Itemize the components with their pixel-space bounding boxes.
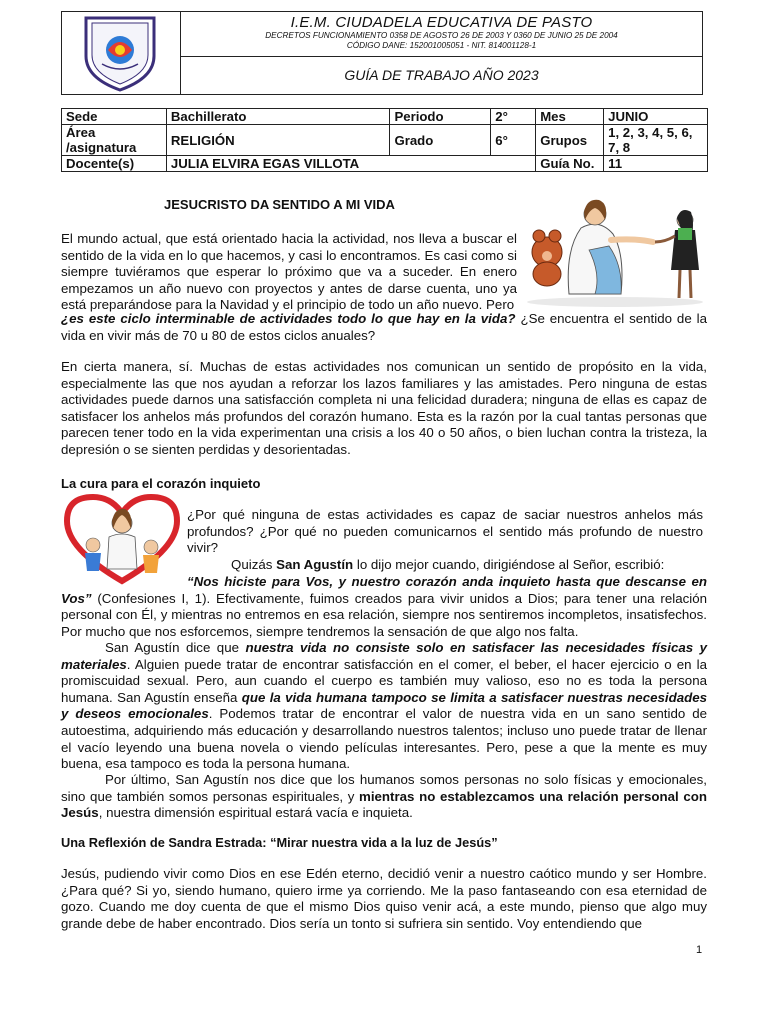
paragraph-text: . Alguien puede tratar de encontrar satisfacción en el comer, el beber, el hacer ejercicio o en la promiscuidad sexual. Pero, aun cuando el cuerpo es también muy valioso, eso no es toda la persona humana. San Agustín enseña [61,656,707,705]
guia-value: 11 [604,156,708,172]
docente-value: JULIA ELVIRA EGAS VILLOTA [166,156,535,172]
sede-value: Bachillerato [166,109,390,125]
sede-label: Sede [62,109,167,125]
paragraph-spiritual [61,772,707,822]
section-heading-reflexion: Una Reflexión de Sandra Estrada: “Mirar nuestra vida a la luz de Jesús” [61,835,498,850]
institution-name: I.E.M. CIUDADELA EDUCATIVA DE PASTO [290,14,593,31]
paragraph-text: . Podemos tratar de encontrar el valor de nuestra vida en un sano sentido de autoestima, adquiriendo más educación y desarrollando nuestros talentos; incluso uno puede tratar de llenar el vacío leyendo una buena novela o viendo películas interesantes. Pero, pese a que la mente es muy buena, esa tampoco es toda la persona humana. [61,706,708,772]
grupos-label: Grupos [536,125,604,156]
header-box [61,11,703,95]
grado-label: Grado [390,125,491,156]
header-guide-block [181,57,702,94]
table-row [62,156,708,172]
paragraph-san-agustin-quote [61,574,707,640]
paragraph-text: lo dijo mejor cuando, dirigiéndose al Señor, escribió: [353,557,665,572]
paragraph-text: El mundo actual, que está orientado hacia la actividad, nos lleva a buscar el sentido de la vida en lo que hacemos, y casi lo encontramos. Es casi como si siempre tuviéramos que esperar lo próximo que va a suceder. En enero empezamos un año nuevo con proyectos y antes de darse cuenta, uno ya está preparándose para la Navidad y el principio de todo un año nuevo. Pero [61,231,517,313]
paragraph-text: Quizás [231,557,277,572]
san-agustin-name: San Agustín [276,557,354,572]
mes-label: Mes [536,109,604,125]
paragraph-intro-end [61,311,707,344]
paragraph-needs [61,640,707,773]
table-row [62,109,708,125]
periodo-value: 2° [491,109,536,125]
emphasis-physical-needs: nuestra vida no consiste solo en satisfacer las necesidades físicas y materiales [61,640,708,672]
paragraph-text: ¿Se encuentra el sentido de la vida en vivir más de 70 u 80 de estos ciclos anuales? [61,311,707,343]
paragraph-emphasis [61,311,516,326]
school-shield-icon [62,12,180,94]
jesus-with-child-illustration [525,190,707,308]
area-value: RELIGIÓN [166,125,390,156]
paragraph-activities: En cierta manera, sí. Muchas de estas actividades nos comunican un sentido de propósito en la vida, especialmente las que nos ayudan a reforzar los lazos familiares y las amistades. Pero ninguna de estas actividades puede darnos una satisfacción completa ni una felicidad duradera; ninguna de ellas es capaz de satisfacer los anhelos más profundos del corazón humano. Esta es la razón por la cual tantas personas que parecen tener todo en la vida experimentan una crisis a los 40 o 50 años, o bien luchan contra la tristeza, la depresión o se sienten perdidas y desorientadas. [61,359,707,457]
school-logo [62,12,181,94]
emphasis-emotional-needs: que la vida humana tampoco se limita a satisfacer nuestras necesidades y deseos emocionales [61,689,708,722]
guia-label: Guía No. [536,156,604,172]
grupos-value: 1, 2, 3, 4, 5, 6, 7, 8 [604,125,708,156]
paragraph-question: ¿Por qué ninguna de estas actividades es capaz de saciar nuestros anhelos más profundos? ¿Por qué no pueden comunicarnos el sentido más profundo de nuestro vivir? [187,507,703,556]
paragraph-text: , nuestra dimensión espiritual estará vacía e inquieta. [98,805,413,821]
heart-jesus-illustration [63,493,181,585]
paragraph-reflexion: Jesús, pudiendo vivir como Dios en ese Edén eterno, decidió venir a nuestro caótico mundo y ser Hombre. ¿Para qué? Si yo, siendo humano, quiero irme ya corriendo. Me la paso fantaseando con esa eternidad de gozo. Cuando me doy cuenta de que el mismo Dios quiso venir acá, a este mundo, pienso que algo muy grande debe de haber encontrado. Dios sería un tonto si sufriera sin sentido. Voy entendiendo que [61,866,707,931]
paragraph-text: (Confesiones I, 1). Efectivamente, fuimos creados para vivir unidos a Dios; para tener una relación personal con Él, y mientras no entremos en esa relación, siempre nos sentiremos incompletos, insatisfechos. Por mucho que nos esforcemos, siempre tendremos la sensación de que algo nos falta. [61,590,707,639]
area-label: Área /asignatura [62,125,167,156]
header-institution-block [181,12,702,57]
paragraph-text: Por último, San Agustín nos dice que los humanos somos personas no solo físicas y emocionales, sino que también somos personas espirituales, y [61,772,707,804]
docente-label: Docente(s) [62,156,167,172]
codes-line: CÓDIGO DANE: 152001005051 - NIT. 814001128-1 [346,41,537,50]
info-table [61,108,708,172]
paragraph-intro [61,231,517,314]
page-title: JESUCRISTO DA SENTIDO A MI VIDA [164,197,395,212]
table-row [62,125,708,156]
decrees-line: DECRETOS FUNCIONAMIENTO 0358 DE AGOSTO 26 DE 2003 Y 0360 DE JUNIO 25 DE 2004 [265,31,618,40]
grado-value: 6° [491,125,536,156]
page-number: 1 [696,944,703,956]
guide-title: GUÍA DE TRABAJO AÑO 2023 [344,67,539,83]
mes-value: JUNIO [604,109,708,125]
spiritual-relationship-emphasis: mientras no establezcamos una relación personal con Jesús [61,788,707,821]
periodo-label: Periodo [390,109,491,125]
quote-text: “Nos hiciste para Vos, y nuestro corazón anda inquieto hasta que descanse en Vos” [61,574,707,606]
paragraph-text: San Agustín dice que [105,640,246,655]
section-heading-cura: La cura para el corazón inquieto [61,476,261,491]
paragraph-san-agustin-quote-start [187,557,703,574]
emphasis-question: ¿es este ciclo interminable de actividades todo lo que hay en la vida? [61,311,516,326]
